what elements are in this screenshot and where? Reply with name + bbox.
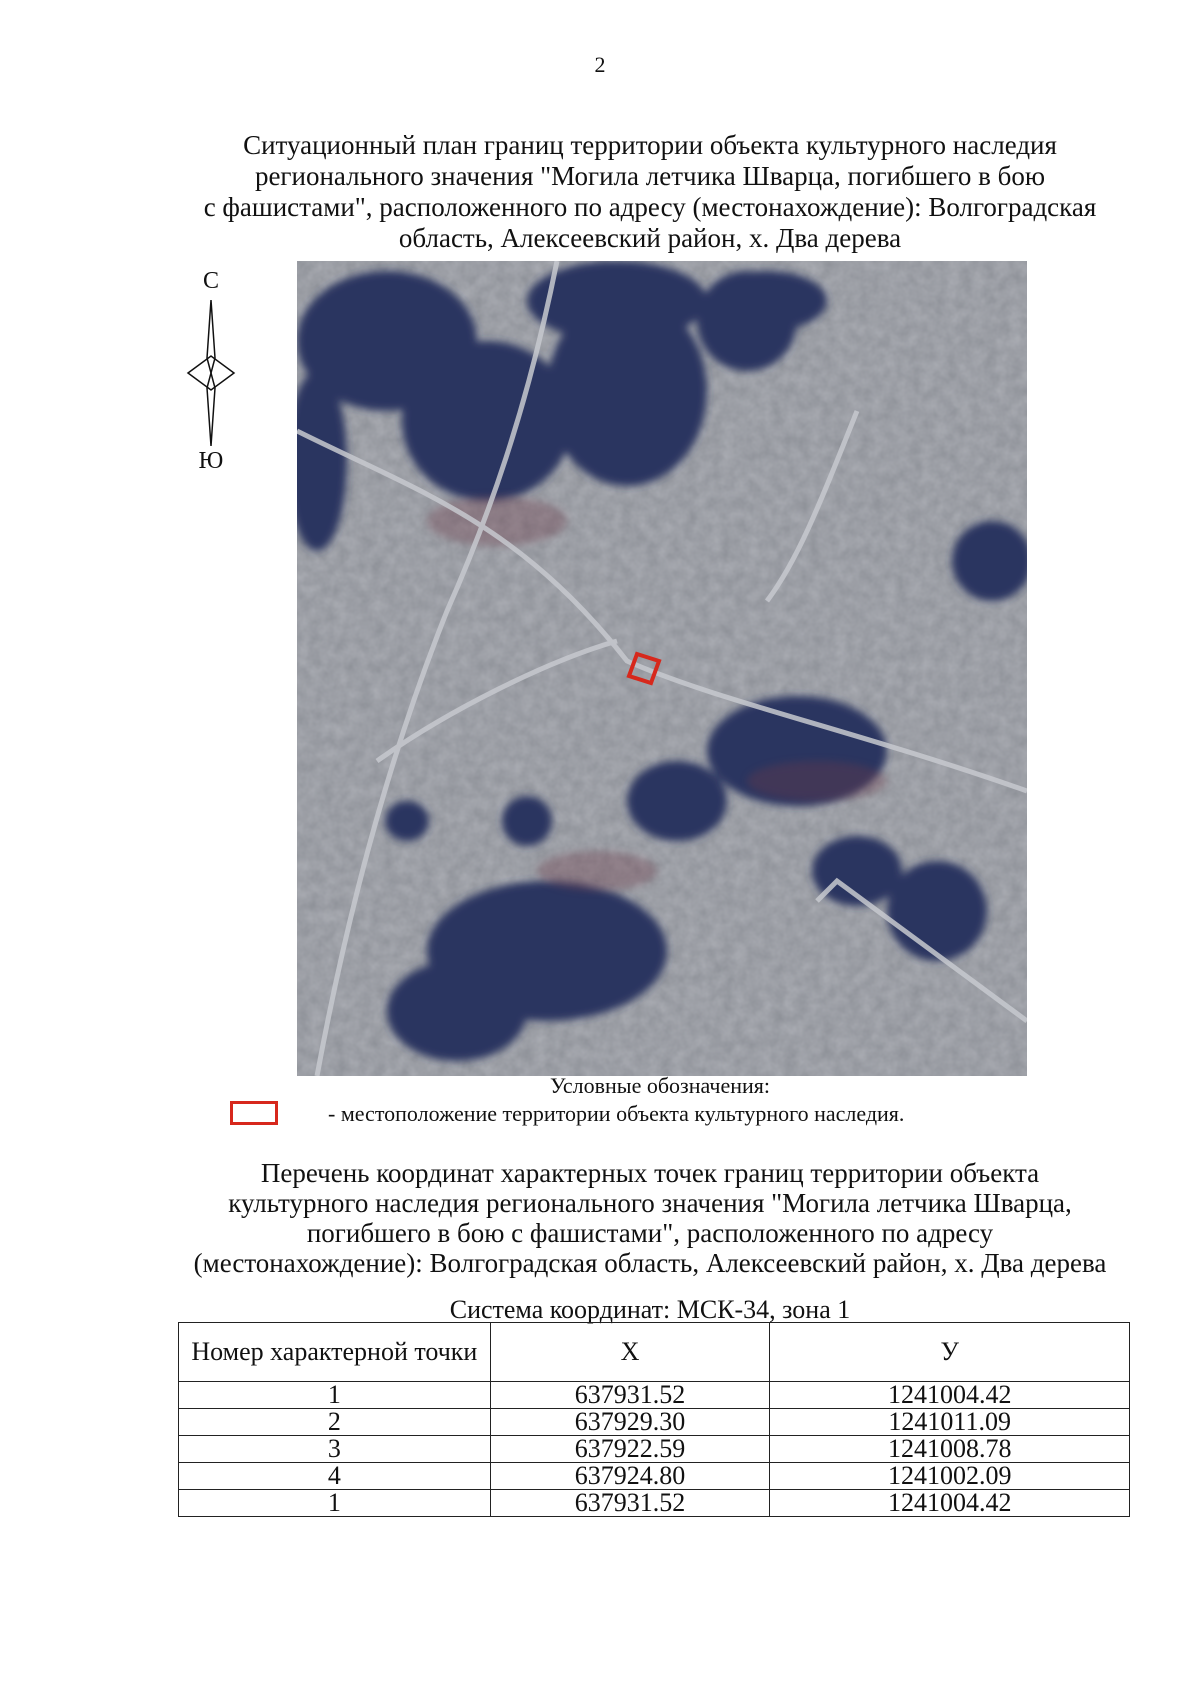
list-title-line: погибшего в бою с фашистами", расположенного по адресу <box>306 1218 994 1248</box>
table-row <box>179 1409 1130 1436</box>
cell-point: 1 <box>179 1490 491 1517</box>
title-line: область, Алексеевский район, х. Два дерева <box>398 223 902 253</box>
legend-red-square-icon <box>230 1101 278 1125</box>
header-y: У <box>770 1323 1130 1382</box>
legend-item-label: - местоположение территории объекта культурного наследия. <box>328 1101 905 1126</box>
cell-point: 3 <box>179 1436 491 1463</box>
list-title-line: культурного наследия регионального значения "Могила летчика Шварца, <box>228 1188 1072 1218</box>
cell-y: 1241004.42 <box>770 1382 1130 1409</box>
title-line: Ситуационный план границ территории объекта культурного наследия <box>243 130 1057 160</box>
table-row <box>179 1382 1130 1409</box>
list-title-line: Перечень координат характерных точек границ территории объекта <box>260 1158 1040 1188</box>
list-title-line: (местонахождение): Волгоградская область, Алексеевский район, х. Два дерева <box>193 1248 1107 1278</box>
cell-point: 1 <box>179 1382 491 1409</box>
cell-y: 1241004.42 <box>770 1490 1130 1517</box>
table-header-row <box>179 1323 1130 1382</box>
compass-arrow-icon <box>186 298 236 448</box>
table-row <box>179 1463 1130 1490</box>
cell-y: 1241011.09 <box>770 1409 1130 1436</box>
cell-point: 2 <box>179 1409 491 1436</box>
compass-rose <box>176 268 246 478</box>
satellite-map <box>297 261 1027 1076</box>
coordinate-system-label: Система координат: МСК-34, зона 1 <box>449 1295 851 1324</box>
title-line: с фашистами", расположенного по адресу (местонахождение): Волгоградская <box>203 192 1097 222</box>
cell-x: 637924.80 <box>490 1463 770 1490</box>
cell-x: 637929.30 <box>490 1409 770 1436</box>
cell-y: 1241002.09 <box>770 1463 1130 1490</box>
table-row <box>179 1490 1130 1517</box>
header-point-number: Номер характерной точки <box>179 1323 491 1382</box>
satellite-image <box>297 261 1027 1076</box>
cell-x: 637931.52 <box>490 1490 770 1517</box>
page-number: 2 <box>594 52 606 77</box>
table-row <box>179 1436 1130 1463</box>
compass-north-label: С <box>202 268 219 294</box>
cell-y: 1241008.78 <box>770 1436 1130 1463</box>
header-x: X <box>490 1323 770 1382</box>
coordinates-list-title <box>150 1158 1150 1278</box>
cell-x: 637922.59 <box>490 1436 770 1463</box>
legend-title: Условные обозначения: <box>549 1073 771 1098</box>
coordinates-table <box>178 1322 1130 1517</box>
cell-x: 637931.52 <box>490 1382 770 1409</box>
cell-point: 4 <box>179 1463 491 1490</box>
situation-plan-title <box>150 130 1150 254</box>
compass-south-label: Ю <box>198 448 224 474</box>
title-line: регионального значения "Могила летчика Шварца, погибшего в бою <box>254 161 1046 191</box>
